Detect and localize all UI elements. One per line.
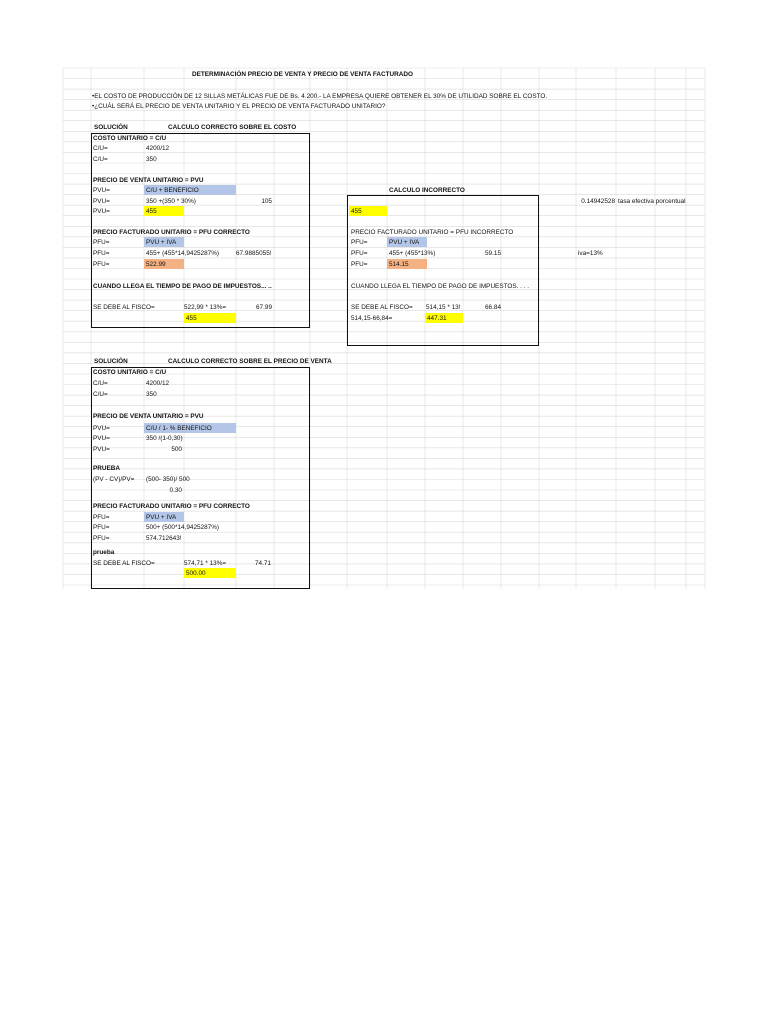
- s3-solucion-label: SOLUCIÓN: [94, 358, 128, 365]
- intro-line-1: •EL COSTO DE PRODUCCIÓN DE 12 SILLAS METÁLICAS FUE DE Bs. 4.200.- LA EMPRESA QUIERE OBTENER EL 30% DE UTILIDAD SOBRE EL COSTO.: [92, 93, 548, 100]
- s1-pvu1-value: C/U + BENEFICIO: [146, 187, 199, 194]
- s3-pvu3-value: 500: [171, 446, 182, 453]
- s1-pfu1-label: PFU=: [93, 239, 110, 246]
- s2-pfu2-label: PFU=: [351, 250, 368, 257]
- s2-fisco-label: SE DEBE AL FISCO=: [351, 304, 413, 311]
- s3-pvu3-label: PVU=: [93, 446, 110, 453]
- s3-method-label: CALCULO CORRECTO SOBRE EL PRECIO DE VENTA: [168, 358, 332, 365]
- s3-fisco-label: SE DEBE AL FISCO=: [93, 560, 155, 567]
- s2-pfu-title: PRECIO FACTURADO UNITARIO = PFU INCORRECTO: [351, 229, 514, 236]
- s3-prueba2-title: prueba: [93, 549, 115, 556]
- s1-fisco-extra: 67.99: [256, 304, 272, 311]
- s1-pvu2-value: 350 +(350 * 30%): [146, 198, 196, 205]
- s2-tasa-label: tasa efectiva porcentual: [618, 198, 686, 205]
- s1-pfu2-extra: 67.9885055!: [236, 250, 272, 257]
- s2-fisco-extra: 66.84: [485, 304, 501, 311]
- s3-pvu-title: PRECIO DE VENTA UNITARIO = PVU: [93, 413, 204, 420]
- s2-impuestos-title: CUANDO LLEGA EL TIEMPO DE PAGO DE IMPUESTOS. . . .: [351, 283, 530, 290]
- s2-pfu1-label: PFU=: [351, 239, 368, 246]
- s2-pfu2-extra: 59.15: [485, 250, 501, 257]
- s3-fisco-value: 574,71 * 13%=: [184, 560, 227, 567]
- s3-prueba-value: (500- 350)/ 500: [146, 476, 190, 483]
- s2-diff-label: 514,15-66,84=: [351, 315, 393, 322]
- s3-cu1-label: C/U=: [93, 380, 108, 387]
- s1-pfu3-label: PFU=: [93, 261, 110, 268]
- s1-cu2-label: C/U=: [93, 156, 108, 163]
- s1-pfu-title: PRECIO FACTURADO UNITARIO = PFU CORRECTO: [93, 229, 250, 236]
- intro-line-2: •¿CUÁL SERÁ EL PRECIO DE VENTA UNITARIO Y EL PRECIO DE VENTA FACTURADO UNITARIO?: [92, 103, 386, 110]
- s1-pfu1-value: PVU + IVA: [146, 239, 177, 246]
- s3-pfu3-value: 574.712643!: [146, 535, 182, 542]
- s1-method-label: CALCULO CORRECTO SOBRE EL COSTO: [168, 124, 297, 131]
- s1-pfu3-value: 522.99: [146, 261, 166, 268]
- s3-prueba-result: 0.30: [169, 487, 182, 494]
- s3-pvu1-value: C/U / 1- % BENEFICIO: [146, 425, 212, 432]
- s1-pvu3-value: 455: [146, 208, 157, 215]
- s3-costo-title: COSTO UNITARIO = C/U: [93, 369, 167, 376]
- s2-header: CALCULO INCORRECTO: [389, 187, 465, 194]
- s1-solucion-label: SOLUCIÓN: [94, 124, 128, 131]
- s1-cu2-value: 350: [146, 156, 157, 163]
- s1-cu1-label: C/U=: [93, 145, 108, 152]
- s2-diff-result: 447.31: [427, 315, 447, 322]
- s1-pvu1-label: PVU=: [93, 187, 110, 194]
- s3-fisco-result: 500.00: [186, 570, 206, 577]
- s1-pfu2-label: PFU=: [93, 250, 110, 257]
- s2-pvu-value: 455: [351, 208, 362, 215]
- s1-fisco-label: SE DEBE AL FISCO=: [93, 304, 155, 311]
- s1-pvu2-label: PVU=: [93, 198, 110, 205]
- s2-pfu3-label: PFU=: [351, 261, 368, 268]
- s1-pvu2-extra: 105: [261, 198, 272, 205]
- s1-cu1-value: 4200/12: [146, 145, 170, 152]
- s3-pfu2-value: 500+ (500*14,9425287%): [146, 524, 220, 531]
- s2-pfu2-value: 455+ (455*13%): [389, 250, 436, 257]
- s2-iva-note: iva=13%: [578, 250, 603, 257]
- s3-cu2-label: C/U=: [93, 391, 108, 398]
- s2-pfu1-value: PVU + IVA: [389, 239, 420, 246]
- s3-pfu-title: PRECIO FACTURADO UNITARIO = PFU CORRECTO: [93, 503, 250, 510]
- s3-prueba-label: (PV - CV)/PV=: [93, 476, 135, 483]
- s3-pvu2-label: PVU=: [93, 435, 110, 442]
- s1-impuestos-title: CUANDO LLEGA EL TIEMPO DE PAGO DE IMPUESTOS... ..: [93, 283, 272, 290]
- s3-pvu1-label: PVU=: [93, 425, 110, 432]
- s3-cu1-value: 4200/12: [146, 380, 170, 387]
- incorrect-box: [347, 195, 539, 346]
- s3-prueba-title: PRUEBA: [93, 465, 120, 472]
- s1-pvu3-label: PVU=: [93, 208, 110, 215]
- s1-pfu2-value: 455+ (455*14,9425287%): [146, 250, 220, 257]
- s3-pfu1-value: PVU + IVA: [146, 514, 177, 521]
- s3-cu2-value: 350: [146, 391, 157, 398]
- s2-tasa-value: 0.14942528: [581, 198, 615, 205]
- s1-costo-title: COSTO UNITARIO = C/U: [93, 135, 167, 142]
- s3-pfu2-label: PFU=: [93, 524, 110, 531]
- s1-pvu-title: PRECIO DE VENTA UNITARIO = PVU: [93, 177, 204, 184]
- s1-fisco-result: 455: [186, 315, 197, 322]
- s2-fisco-value: 514,15 * 13!: [426, 304, 461, 311]
- s2-pfu3-value: 514.15: [389, 261, 409, 268]
- s3-pfu1-label: PFU=: [93, 514, 110, 521]
- s3-pvu2-value: 350 /(1-0,30): [146, 435, 183, 442]
- s3-pfu3-label: PFU=: [93, 535, 110, 542]
- page-title: DETERMINACIÓN PRECIO DE VENTA Y PRECIO DE VENTA FACTURADO: [192, 71, 413, 78]
- s1-fisco-value: 522,99 * 13%=: [184, 304, 227, 311]
- s3-fisco-extra: 74.71: [255, 560, 271, 567]
